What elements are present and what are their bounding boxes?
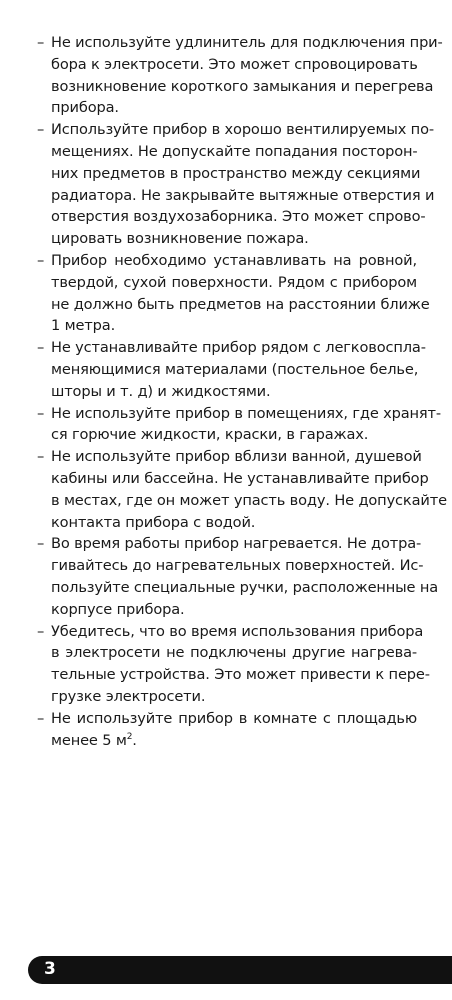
text-line: не должно быть предметов на расстоянии ближе	[51, 295, 430, 313]
list-item	[37, 621, 430, 708]
dash-marker: –	[37, 404, 45, 422]
area-text: менее 5 м	[51, 731, 127, 749]
dash-marker: –	[37, 34, 45, 51]
text-line: Не используйте прибор в помещениях, где хранят-	[51, 404, 442, 422]
text-line: отверстия воздухозаборника. Это может спрово-	[51, 208, 426, 226]
text-line: кабины или бассейна. Не устанавливайте прибор	[51, 469, 429, 487]
text-line: прибора.	[51, 99, 119, 117]
list-item	[37, 446, 447, 533]
text-line: Не используйте прибор вблизи ванной, душевой	[51, 448, 422, 466]
text-line: в местах, где он может упасть воду. Не допускайте	[51, 491, 447, 509]
text-line: них предметов в пространство между секциями	[51, 164, 421, 182]
text-line: Убедитесь, что во время использования прибора	[51, 622, 424, 640]
dash-marker: –	[37, 622, 45, 640]
text-line: грузке электросети.	[51, 687, 206, 705]
text-line: корпусе прибора.	[51, 600, 185, 618]
dash-marker: –	[37, 121, 45, 139]
list-item	[37, 337, 426, 402]
page-number: 3	[44, 959, 56, 979]
text-line: Не используйте прибор в комнате с площадью	[51, 709, 417, 727]
text-line: мещениях. Не допускайте попадания посторон-	[51, 142, 418, 160]
text-line: тельные устройства. Это может привести к пере-	[51, 666, 430, 684]
text-line: твердой, сухой поверхности. Рядом с прибором	[51, 273, 417, 291]
dash-marker: –	[37, 535, 45, 553]
text-line: Прибор необходимо устанавливать на ровной,	[51, 251, 417, 269]
text-line: Используйте прибор в хорошо вентилируемых по-	[51, 121, 434, 139]
list-item	[37, 32, 443, 119]
text-line: меняющимися материалами (постельное белье,	[51, 360, 419, 378]
text-line: ся горючие жидкости, краски, в гаражах.	[51, 426, 369, 444]
text-line: цировать возникновение пожара.	[51, 230, 309, 248]
text-line: Во время работы прибор нагревается. Не дотра-	[51, 535, 422, 553]
dash-marker: –	[37, 709, 45, 727]
dash-marker: –	[37, 448, 45, 466]
list-item	[37, 250, 430, 337]
squared-superscript: 2	[126, 731, 133, 742]
text-line: 1 метра.	[51, 317, 116, 335]
dash-marker: –	[37, 251, 45, 269]
text-line: в электросети не подключены другие нагрева-	[51, 644, 417, 662]
period: .	[132, 731, 137, 749]
text-line: пользуйте специальные ручки, расположенные на	[51, 578, 439, 596]
dash-marker: –	[37, 339, 45, 357]
text-line: бора к электросети. Это может спровоцировать	[51, 55, 418, 73]
text-line: Не устанавливайте прибор рядом с легковоспла-	[51, 339, 426, 357]
instructions-list	[37, 32, 447, 754]
text-line: гивайтесь до нагревательных поверхностей. Ис-	[51, 557, 424, 575]
text-line: радиатора. Не закрывайте вытяжные отверстия и	[51, 186, 435, 204]
text-line: возникновение короткого замыкания и перегрева	[51, 77, 434, 95]
text-line: шторы и т. д) и жидкостями.	[51, 382, 271, 400]
list-item	[37, 708, 417, 755]
text-line: контакта прибора с водой.	[51, 513, 256, 531]
list-item	[37, 403, 442, 447]
page-footer-bar	[28, 956, 452, 984]
list-item	[37, 119, 435, 250]
list-item	[37, 533, 439, 620]
text-line-with-superscript	[51, 730, 417, 755]
text-line: Не используйте удлинитель для подключения при-	[51, 34, 443, 51]
